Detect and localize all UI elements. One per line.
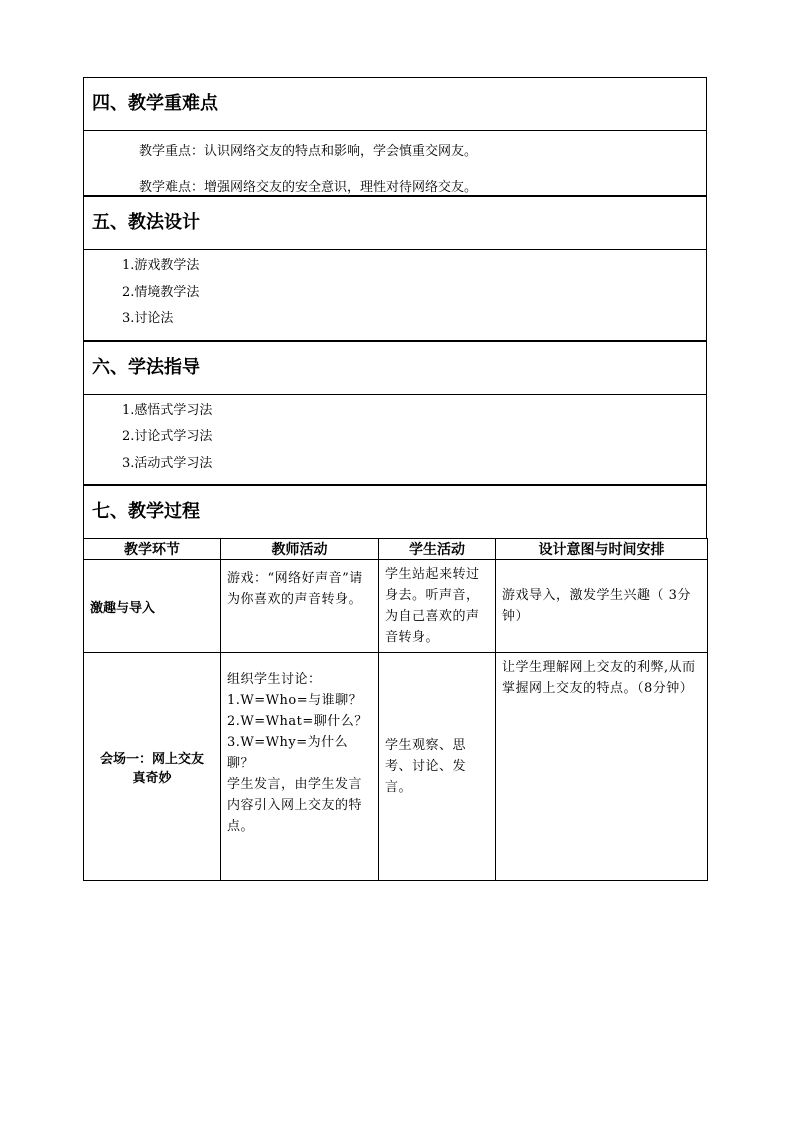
teacher-activity-cell: 游戏：“网络好声音”请为你喜欢的声音转身。	[221, 560, 379, 653]
section-teaching-methods	[83, 196, 707, 341]
student-activity-cell: 学生站起来转过身去。听声音，为自己喜欢的声音转身。	[379, 560, 496, 653]
stage-line: 会场一：网上交友	[99, 751, 204, 767]
section-difficulties	[83, 77, 707, 196]
section-title: 七、教学过程	[92, 501, 200, 522]
teacher-line: 组织学生讨论：	[227, 672, 322, 687]
teacher-line: 3.W=Why=为什么聊？	[227, 735, 349, 771]
section-title: 六、学法指导	[84, 342, 706, 395]
list-item: 3.讨论法	[122, 311, 174, 326]
column-header: 教学环节	[84, 539, 221, 560]
list-item: 3.活动式学习法	[122, 455, 213, 471]
design-intent-cell: 游戏导入，激发学生兴趣（ 3分钟）	[496, 560, 708, 653]
column-header: 教师活动	[221, 539, 379, 560]
table-row	[84, 560, 708, 653]
table-header-row	[84, 539, 708, 560]
student-activity-cell: 学生观察、思考、讨论、发言。	[379, 653, 496, 881]
lesson-plan	[83, 77, 707, 881]
section-teaching-process	[83, 485, 707, 538]
table-row	[84, 653, 708, 881]
key-point-text: 教学重点：认识网络交友的特点和影响，学会慎重交网友。	[139, 144, 478, 159]
teacher-activity-cell	[221, 653, 379, 881]
list-item: 1.游戏教学法	[122, 258, 200, 273]
stage-line: 真奇妙	[132, 770, 172, 786]
teacher-line: 2.W=What=聊什么？	[227, 714, 368, 729]
list-item: 2.讨论式学习法	[122, 429, 213, 444]
teacher-line: 1.W=Who=与谁聊？	[227, 693, 363, 708]
design-intent-cell: 让学生理解网上交友的利弊,从而掌握网上交友的特点。（8分钟）	[496, 653, 708, 881]
teacher-line: 学生发言，由学生发言内容引入网上交友的特点。	[227, 777, 363, 834]
column-header: 学生活动	[379, 539, 496, 560]
section-title: 四、教学重难点	[84, 78, 706, 131]
section-title: 五、教法设计	[84, 197, 706, 250]
stage-cell: 激趣与导入	[84, 560, 221, 653]
difficulty-text: 教学难点：增强网络交友的安全意识，理性对待网络交友。	[139, 180, 478, 195]
list-item: 2.情境教学法	[122, 284, 200, 300]
section-learning-methods	[83, 341, 707, 486]
stage-cell	[84, 653, 221, 881]
column-header: 设计意图与时间安排	[496, 539, 708, 560]
process-table	[83, 538, 708, 881]
list-item: 1.感悟式学习法	[122, 402, 213, 418]
